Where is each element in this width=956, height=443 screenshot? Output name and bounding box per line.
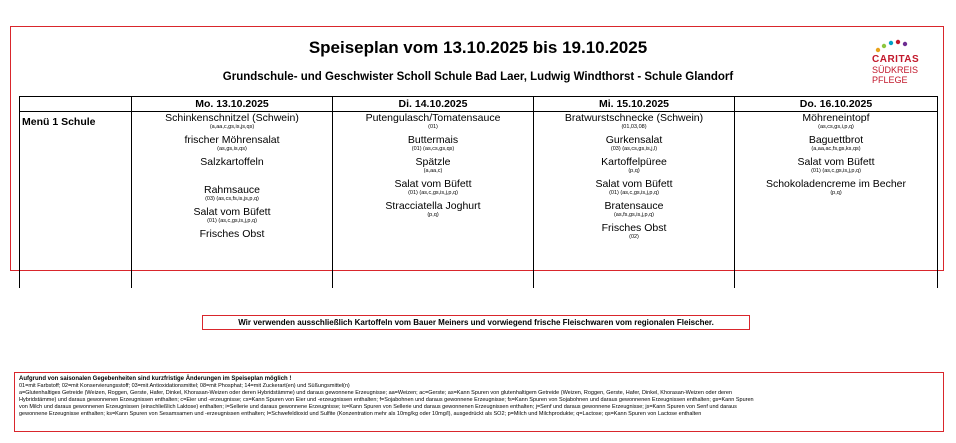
logo-dots-icon — [872, 38, 912, 54]
legend-line: gewonnene Erzeugnisse enthalten; ks=Kann Spuren von Sesamsamen und -erzeugnissen enthalten; l=Schwefeldioxid und Sulfite (Konzentration mehr als 10mg/kg oder 10mg/l), ausgedrückt als SO2; p=Milch und Milchprodukte; q=Lactose; qs=Kann Spuren von Lactose enthalten — [19, 411, 702, 417]
allergen-codes: (as,cs,gs,i,p,q) — [818, 124, 854, 130]
dish-name: Frisches Obst — [199, 228, 265, 240]
allergen-codes — [132, 168, 332, 180]
day-header: Mo. 13.10.2025 — [132, 97, 333, 112]
dish-name: Schinkenschnitzel (Schwein) — [165, 112, 299, 124]
dish-name: Stracciatella Joghurt — [385, 200, 481, 212]
allergen-codes: (p,q) — [427, 212, 439, 218]
allergen-codes: (03) (as,cs,fs,is,js,p,q) — [205, 196, 259, 202]
allergen-codes: (02) — [629, 234, 639, 240]
page-title: Speiseplan vom 13.10.2025 bis 19.10.2025 — [308, 38, 648, 57]
allergen-codes: (as,fs,gs,is,j,p,q) — [613, 212, 655, 218]
school-subtitle: Grundschule- und Geschwister Scholl Schule Bad Laer, Ludwig Windthorst - Schule Glandorf — [222, 71, 734, 83]
dish-name: Bratwurstschnecke (Schwein) — [564, 112, 704, 124]
dish-name: Salat vom Büfett — [394, 178, 472, 190]
allergen-codes: (p,q) — [830, 190, 842, 196]
legend-line: 01=mit Farbstoff; 02=mit Konservierungsstoff; 03=mit Antioxidationsmittel; 08=mit Phosphat; 14=mit Zuckerart(en) und Süßungsmittel(n) — [19, 383, 350, 389]
header-corner — [20, 97, 132, 112]
dish-name: Baguettbrot — [808, 134, 864, 146]
allergen-codes: (a,aa,c,gs,is,js,qs) — [209, 124, 255, 130]
legend-line: a=Glutenhaltiges Getreide (Weizen, Roggen, Gerste, Hafer, Dinkel, Khorasan-Weizen oder deren Hybridstämme) und daraus gewonnene Erzeugnisse; aa=Weizen; ac=Gerste; as=Kann Spuren von glutenhaltigem Getreide (Weizen, Roggen, Gerste, Hafer, Dinkel, Khorasan-Weizen oder deren — [19, 390, 733, 396]
table-row — [20, 112, 938, 289]
dish-name: Gurkensalat — [605, 134, 663, 146]
logo-line-1: CARITAS — [872, 54, 920, 65]
dish-name: Putengulasch/Tomatensauce — [365, 112, 501, 124]
dish-name: Buttermais — [407, 134, 459, 146]
legend-line: Hybridstämme) und daraus gewonnenen Erzeugnissen enthalten; c=Eier und -erzeugnisse; cs=Kann Spuren von Eier und -erzeugnissen enthalten; f=Sojabohnen und daraus gewonnene Erzeugnisse; fs=Kann Spuren von Sojabohnen und daraus gewonnenen Erzeugnissen enthalten; gs=Kann Spuren — [19, 397, 754, 403]
legend-line: von Milch und daraus gewonnenen Erzeugnissen (einschließlich Laktose) enthalten; i=Sellerie und daraus gewonnene Erzeugnisse; is=Kann Spuren von Sellerie und daraus gewonnenen Erzeugnissen enthalten; j=Senf und daraus gewonnene Erzeugnisse; js=Kann Spuren von Senf und daraus — [19, 404, 737, 410]
dish-name: Schokoladencreme im Becher — [765, 178, 907, 190]
allergen-codes: (01) — [428, 124, 438, 130]
caritas-logo — [862, 36, 936, 92]
allergen-legend — [14, 372, 944, 432]
day-cell-mo — [132, 112, 333, 289]
header-row — [20, 97, 938, 112]
allergen-codes: (p,q) — [628, 168, 640, 174]
allergen-codes: (01) (as,c,gs,is,j,p,q) — [408, 190, 458, 196]
allergen-codes: (01,03,08) — [621, 124, 647, 130]
dish-name: Kartoffelpüree — [601, 156, 667, 168]
logo-line-3: PFLEGE — [872, 75, 908, 85]
allergen-codes: (a,aa,ac,fs,gs,ks,qs) — [811, 146, 861, 152]
logo-line-2: SÜDKREIS — [872, 65, 919, 75]
legend-title: Aufgrund von saisonalen Gegebenheiten sind kurzfristige Änderungen im Speiseplan möglich ! — [19, 376, 292, 382]
dish-name: Salzkartoffeln — [200, 156, 264, 168]
allergen-codes: (as,gs,is,qs) — [217, 146, 247, 152]
allergen-codes: (01) (as,c,gs,is,j,p,q) — [811, 168, 861, 174]
dish-name: Bratensauce — [604, 200, 664, 212]
day-header: Mi. 15.10.2025 — [534, 97, 735, 112]
allergen-codes: (a,aa,c) — [423, 168, 443, 174]
allergen-codes: (03) (as,cs,gs,is,j,l) — [610, 146, 658, 152]
dish-name: Rahmsauce — [203, 184, 261, 196]
allergen-codes: (01) (as,c,gs,is,j,p,q) — [207, 218, 257, 224]
day-cell-mi — [534, 112, 735, 289]
dish-name: Salat vom Büfett — [797, 156, 875, 168]
dish-name: Spätzle — [415, 156, 451, 168]
row-label: Menü 1 Schule — [20, 112, 132, 289]
allergen-codes: (01) (as,cs,gs,qs) — [411, 146, 455, 152]
day-cell-do — [735, 112, 938, 289]
dish-name: frischer Möhrensalat — [184, 134, 280, 146]
day-header: Do. 16.10.2025 — [735, 97, 938, 112]
day-header: Di. 14.10.2025 — [333, 97, 534, 112]
dish-name: Frisches Obst — [601, 222, 667, 234]
dish-name: Salat vom Büfett — [595, 178, 673, 190]
dish-name: Salat vom Büfett — [193, 206, 271, 218]
allergen-codes: (01) (as,c,gs,is,j,p,q) — [609, 190, 659, 196]
dish-name: Möhreneintopf — [802, 112, 870, 124]
day-cell-di — [333, 112, 534, 289]
sourcing-note: Wir verwenden ausschließlich Kartoffeln vom Bauer Meiners und vorwiegend frische Fleischwaren vom regionalen Fleischer. — [202, 315, 750, 330]
menu-table — [19, 96, 938, 288]
